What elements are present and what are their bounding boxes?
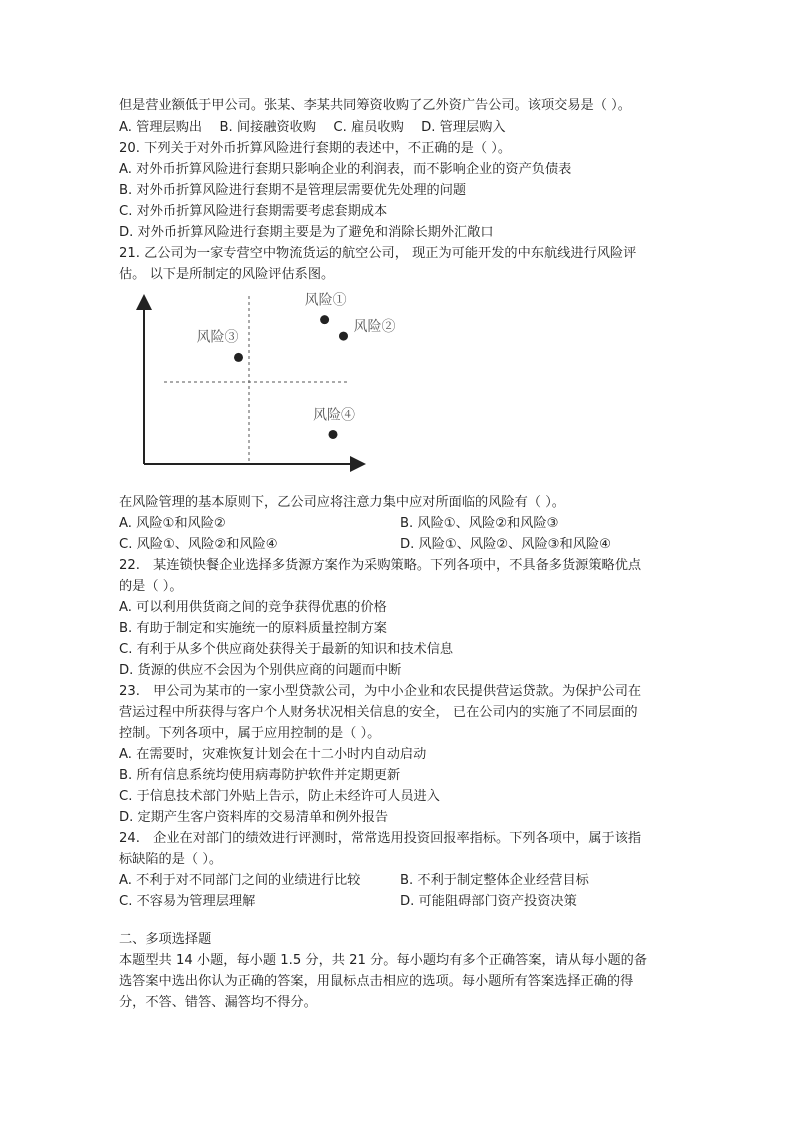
risk-label-2: 风险② bbox=[353, 319, 396, 336]
risk-label-3: 风险③ bbox=[196, 329, 239, 346]
q19-stem-tail: 但是营业额低于甲公司。张某、李某共同筹资收购了乙外资广告公司。该项交易是（ ）。 bbox=[119, 98, 631, 113]
q21-question: 在风险管理的基本原则下，乙公司应将注意力集中应对所面临的风险有（ ）。 bbox=[119, 495, 565, 510]
risk-point-2 bbox=[339, 332, 348, 341]
q21-stem-1: 21. 乙公司为一家专营空中物流货运的航空公司， 现正为可能开发的中东航线进行风险评 bbox=[119, 246, 637, 261]
q23-stem-3: 控制。下列各项中，属于应用控制的是（ ）。 bbox=[119, 726, 381, 741]
q22-stem-2: 的是（ ）。 bbox=[119, 579, 183, 594]
q21-option-d: D. 风险①、风险②、风险③和风险④ bbox=[400, 537, 611, 552]
q21-option-c: C. 风险①、风险②和风险④ bbox=[119, 537, 278, 552]
q21-option-b: B. 风险①、风险②和风险③ bbox=[400, 516, 559, 531]
q19-options: A. 管理层购出 B. 间接融资收购 C. 雇员收购 D. 管理层购入 bbox=[119, 120, 506, 135]
q23-stem-1: 23. 甲公司为某市的一家小型贷款公司，为中小企业和农民提供营运贷款。为保护公司在 bbox=[119, 684, 642, 699]
q20-option-a: A. 对外币折算风险进行套期只影响企业的利润表，而不影响企业的资产负债表 bbox=[119, 162, 572, 177]
risk-assessment-chart bbox=[130, 290, 396, 476]
q20-option-c: C. 对外币折算风险进行套期需要考虑套期成本 bbox=[119, 204, 388, 219]
risk-point-4 bbox=[329, 430, 338, 439]
q22-option-a: A. 可以利用供货商之间的竞争获得优惠的价格 bbox=[119, 600, 387, 615]
q20-stem: 20. 下列关于对外币折算风险进行套期的表述中，不正确的是（ ）。 bbox=[119, 141, 512, 156]
risk-label-1: 风险① bbox=[304, 292, 347, 309]
q23-option-d: D. 定期产生客户资料库的交易清单和例外报告 bbox=[119, 810, 389, 825]
q22-option-d: D. 货源的供应不会因为个别供应商的问题而中断 bbox=[119, 663, 402, 678]
section-title: 二、多项选择题 bbox=[119, 932, 212, 947]
q22-option-c: C. 有利于从多个供应商处获得关于最新的知识和技术信息 bbox=[119, 642, 454, 657]
q24-option-a: A. 不利于对不同部门之间的业绩进行比较 bbox=[119, 873, 361, 888]
q23-stem-2: 营运过程中所获得与客户个人财务状况相关信息的安全， 已在公司内的实施了不同层面的 bbox=[119, 705, 638, 720]
q23-option-c: C. 于信息技术部门外贴上告示，防止未经许可人员进入 bbox=[119, 789, 440, 804]
section-instructions-1: 本题型共 14 小题，每小题 1.5 分，共 21 分。每小题均有多个正确答案，请从每小题的备 bbox=[119, 953, 648, 968]
risk-point-3 bbox=[234, 353, 243, 362]
q21-option-a: A. 风险①和风险② bbox=[119, 516, 226, 531]
q24-stem-2: 标缺陷的是（ ）。 bbox=[119, 852, 223, 867]
section-instructions-3: 分，不答、错答、漏答均不得分。 bbox=[119, 995, 317, 1010]
q23-option-b: B. 所有信息系统均使用病毒防护软件并定期更新 bbox=[119, 768, 401, 783]
q22-option-b: B. 有助于制定和实施统一的原料质量控制方案 bbox=[119, 621, 387, 636]
q23-option-a: A. 在需要时，灾难恢复计划会在十二小时内自动启动 bbox=[119, 747, 427, 762]
risk-label-4: 风险④ bbox=[313, 407, 355, 424]
q24-stem-1: 24. 企业在对部门的绩效进行评测时，常常选用投资回报率指标。下列各项中，属于该指 bbox=[119, 831, 642, 846]
q20-option-d: D. 对外币折算风险进行套期主要是为了避免和消除长期外汇敞口 bbox=[119, 225, 494, 240]
section-instructions-2: 选答案中选出你认为正确的答案，用鼠标点击相应的选项。每小题所有答案选择正确的得 bbox=[119, 974, 634, 989]
risk-point-1 bbox=[320, 315, 329, 324]
q21-stem-2: 估。 以下是所制定的风险评估系图。 bbox=[119, 267, 335, 282]
q22-stem-1: 22. 某连锁快餐企业选择多货源方案作为采购策略。下列各项中，不具备多货源策略优点 bbox=[119, 558, 642, 573]
q20-option-b: B. 对外币折算风险进行套期不是管理层需要优先处理的问题 bbox=[119, 183, 467, 198]
q24-option-b: B. 不利于制定整体企业经营目标 bbox=[400, 873, 589, 888]
q24-option-c: C. 不容易为管理层理解 bbox=[119, 894, 256, 909]
q24-option-d: D. 可能阻碍部门资产投资决策 bbox=[400, 894, 577, 909]
